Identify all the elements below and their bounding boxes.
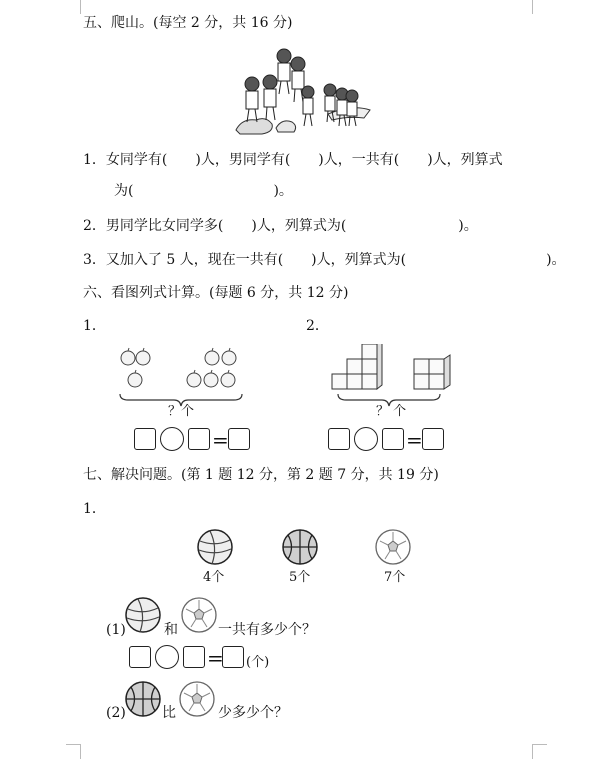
sub-question-1-number: (1) xyxy=(106,622,126,638)
answer-box[interactable] xyxy=(328,428,350,450)
section5-heading: 五、爬山。(每空 2 分，共 16 分) xyxy=(83,15,293,31)
section5-question-1-line-2: 为( )。 xyxy=(114,183,293,199)
basketball-count: 5个 xyxy=(289,570,311,585)
operator-circle[interactable] xyxy=(155,645,179,669)
section6-item-1-number: 1． xyxy=(83,318,106,334)
operator-circle[interactable] xyxy=(160,427,184,451)
answer-box[interactable] xyxy=(188,428,210,450)
corner-mark-top-left xyxy=(66,0,81,14)
section6-heading: 六、看图列式计算。(每题 6 分，共 12 分) xyxy=(83,285,349,301)
section5-question-2: 2．男同学比女同学多( )人，列算式为( )。 xyxy=(83,218,478,234)
mountain-climbing-illustration xyxy=(232,44,380,138)
equals-sign: = xyxy=(406,428,423,452)
basketball-icon xyxy=(281,528,319,566)
soccer-ball-icon xyxy=(180,596,218,634)
apple-icon xyxy=(204,373,218,387)
cubes-question-label: ？ 个 xyxy=(376,404,407,419)
corner-mark-bottom-left xyxy=(66,744,81,759)
apple-icon xyxy=(221,373,235,387)
corner-mark-top-right xyxy=(532,0,547,14)
corner-mark-bottom-right xyxy=(532,744,547,759)
apple-icon xyxy=(205,351,219,365)
sub-question-1-and: 和 xyxy=(164,622,178,638)
sub-question-1-text: 一共有多少个？ xyxy=(218,622,316,638)
apples-question-label: ？个 xyxy=(168,404,195,419)
soccer-ball-icon xyxy=(178,680,216,718)
answer-box[interactable] xyxy=(129,646,151,668)
answer-box[interactable] xyxy=(228,428,250,450)
unit-label: (个) xyxy=(246,655,270,670)
answer-box[interactable] xyxy=(422,428,444,450)
equals-sign: = xyxy=(212,428,229,452)
equals-sign: = xyxy=(207,646,224,670)
apples-figure xyxy=(116,346,246,408)
soccer-ball-icon xyxy=(374,528,412,566)
soccer-ball-count: 7个 xyxy=(384,570,406,585)
basketball-icon xyxy=(124,680,162,718)
volleyball-count: 4个 xyxy=(203,570,225,585)
apple-icon xyxy=(121,351,135,365)
answer-box[interactable] xyxy=(134,428,156,450)
section5-question-1-line-1: 1．女同学有( )人，男同学有( )人，一共有( )人，列算式 xyxy=(83,152,503,168)
sub-question-2-number: (2) xyxy=(106,705,126,721)
answer-box[interactable] xyxy=(183,646,205,668)
cubes-figure xyxy=(326,344,458,408)
sub-question-2-than: 比 xyxy=(162,705,176,721)
section5-question-3: 3．又加入了 5 人，现在一共有( )人，列算式为( )。 xyxy=(83,252,566,268)
section7-heading: 七、解决问题。(第 1 题 12 分，第 2 题 7 分，共 19 分) xyxy=(83,467,439,483)
answer-box[interactable] xyxy=(222,646,244,668)
operator-circle[interactable] xyxy=(354,427,378,451)
apple-icon xyxy=(222,351,236,365)
volleyball-icon xyxy=(196,528,234,566)
apple-icon xyxy=(136,351,150,365)
apple-icon xyxy=(128,373,142,387)
answer-box[interactable] xyxy=(382,428,404,450)
section6-item-2-number: 2． xyxy=(306,318,329,334)
sub-question-2-text: 少多少个？ xyxy=(218,705,288,721)
section7-item-1-number: 1． xyxy=(83,501,106,517)
apple-icon xyxy=(187,373,201,387)
volleyball-icon xyxy=(124,596,162,634)
